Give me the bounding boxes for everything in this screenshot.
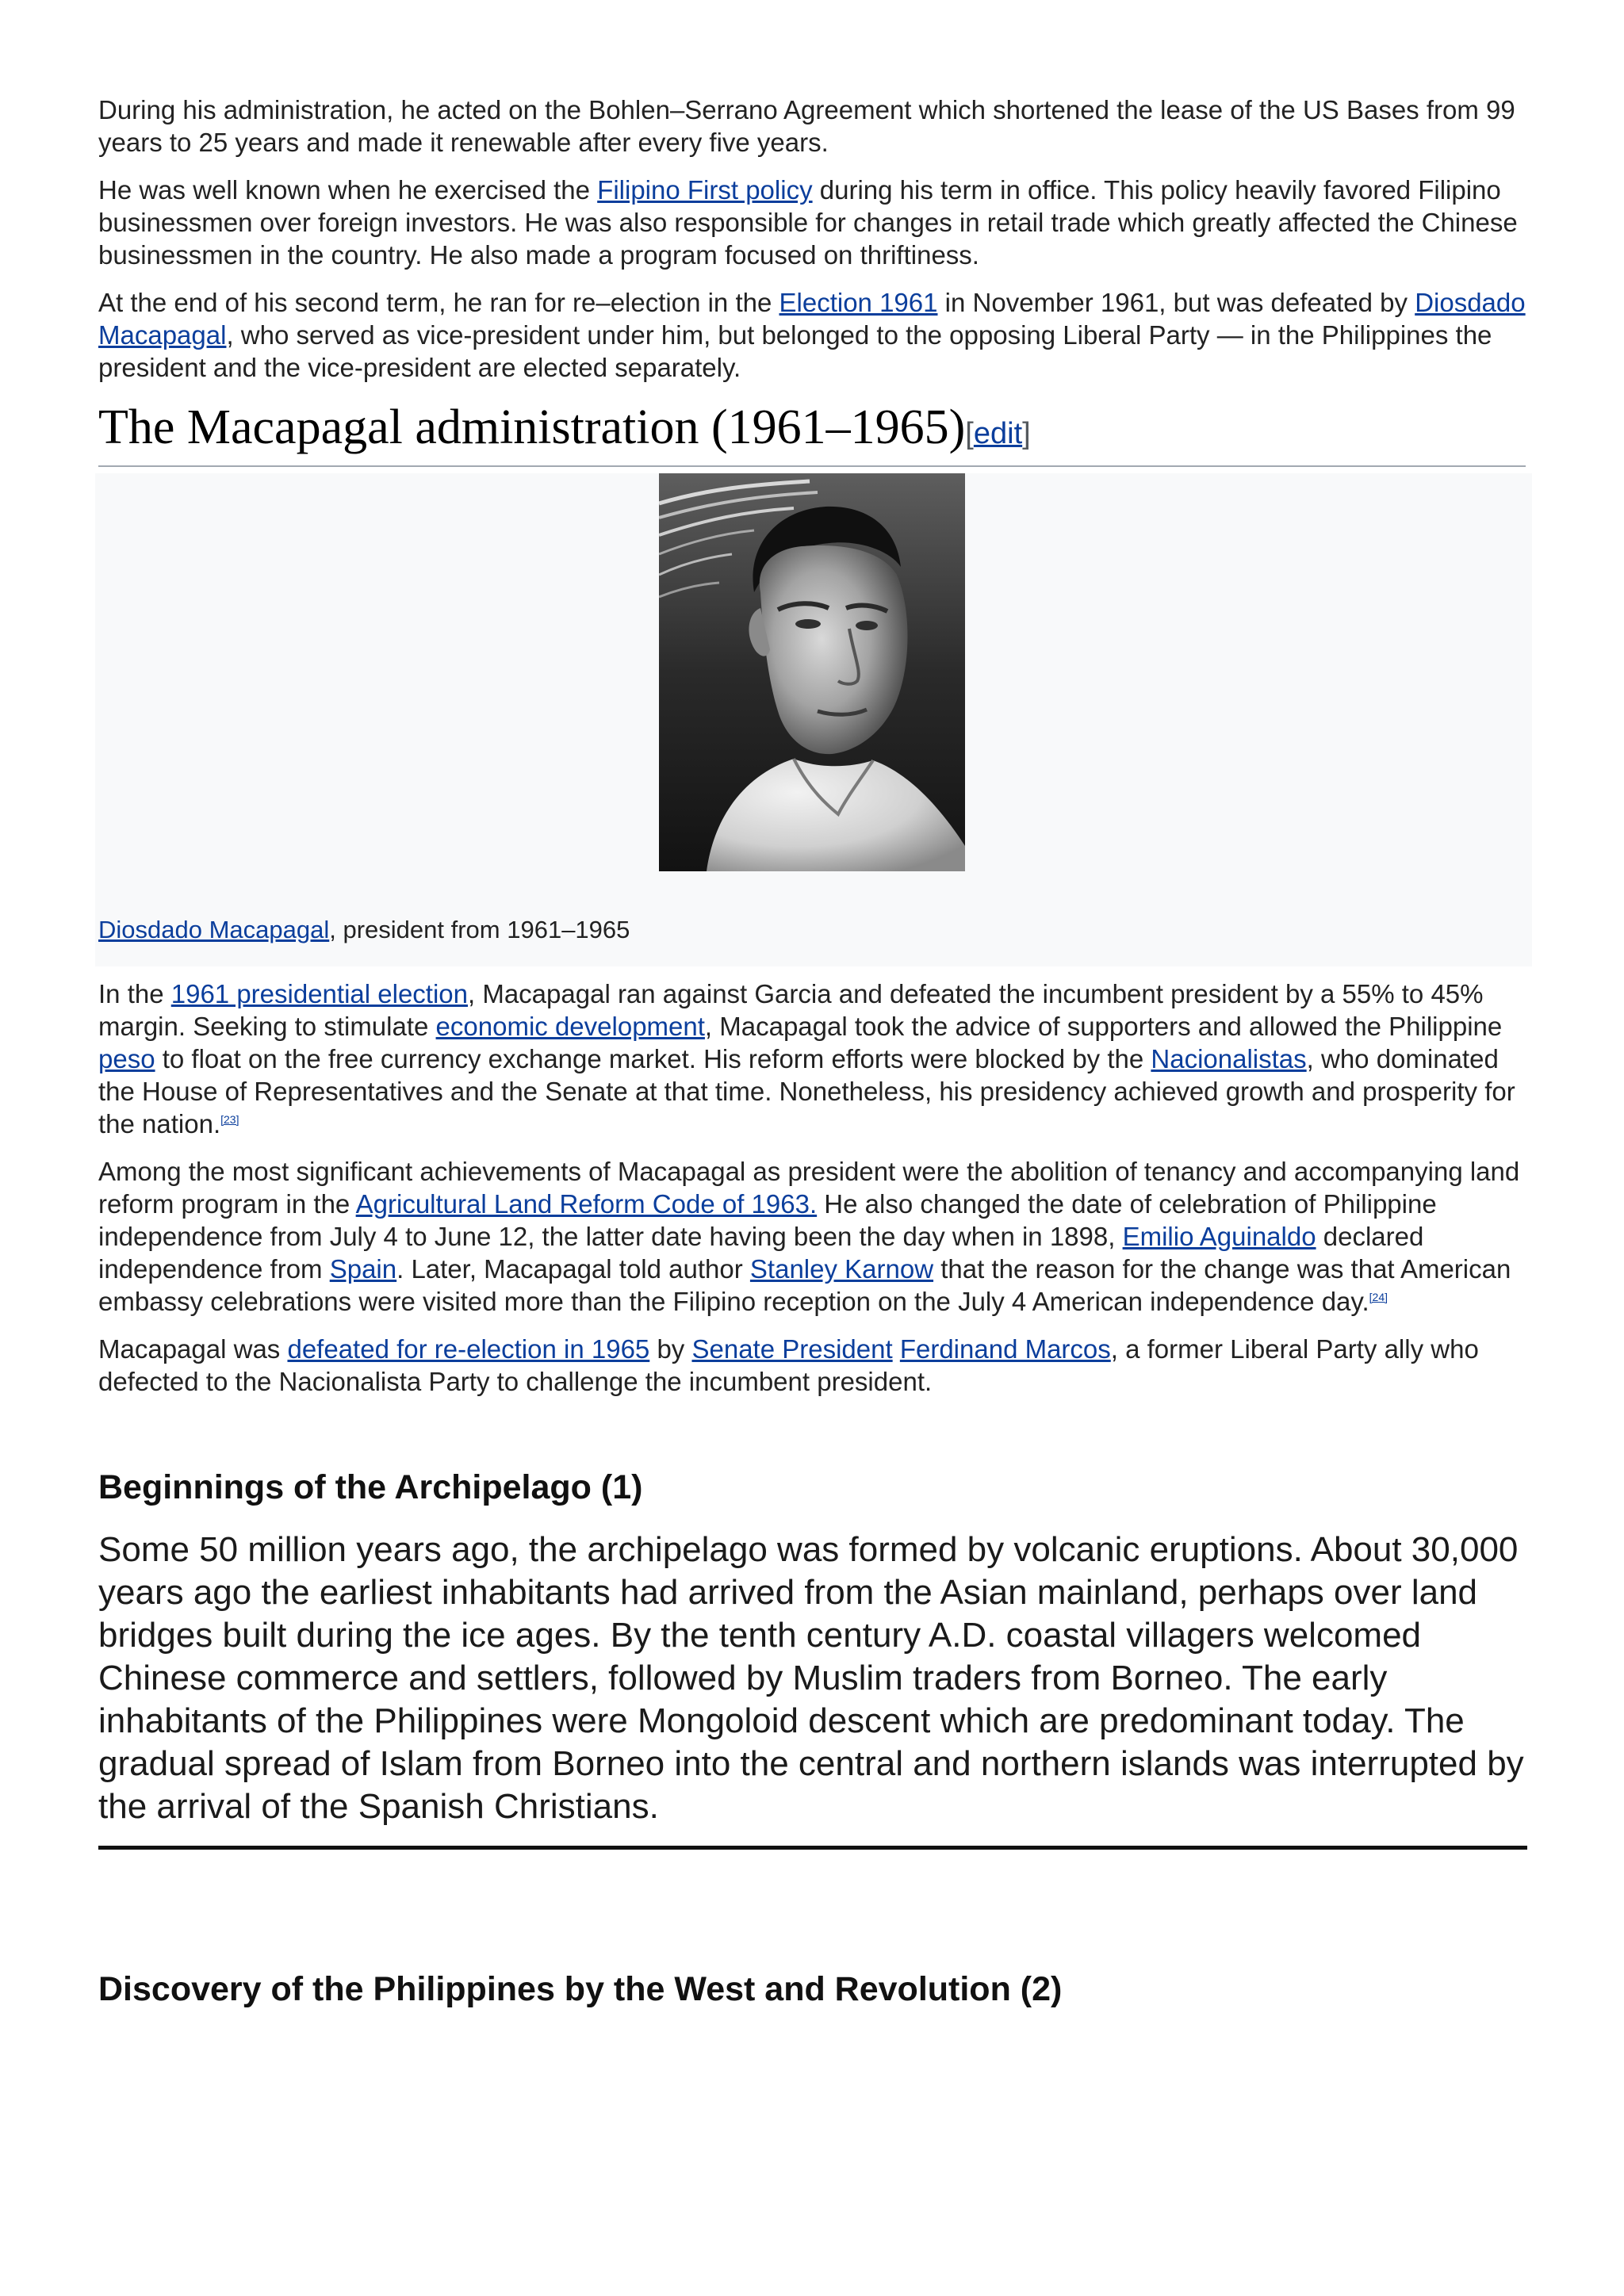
link-1961-presidential-election[interactable]: 1961 presidential election <box>170 979 468 1008</box>
link-filipino-first-policy[interactable]: Filipino First policy <box>597 175 813 205</box>
text-run: , Macapagal ran against Garcia and defeated the incumbent president by a 55% to 45% margin. Seeking to stimulate <box>98 979 1484 1041</box>
spacer <box>98 1828 1526 1846</box>
reference-link-23[interactable]: [23] <box>220 1113 239 1126</box>
paragraph-1961-election <box>98 978 1526 1140</box>
text-run: Macapagal was <box>98 1334 288 1364</box>
edit-bracket-open: [ <box>965 417 974 450</box>
link-diosdado-macapagal[interactable]: Diosdado Macapagal <box>98 288 1526 350</box>
text-run: , who dominated the House of Representatives and the Senate at that time. Nonetheless, his presidency achieved growth and prosperity for the nation. <box>98 1044 1515 1138</box>
spacer <box>98 1413 1526 1467</box>
link-senate-president[interactable]: Senate President <box>691 1334 893 1364</box>
text-run: that the reason for the change was that American embassy celebrations were visited more than the Filipino reception on the July 4 American independence day. <box>98 1254 1511 1316</box>
text-run: . Later, Macapagal told author <box>396 1254 750 1284</box>
paragraph-achievements <box>98 1155 1526 1318</box>
text-run: , who served as vice-president under him, but belonged to the opposing Liberal Party — in the Philippines the president and the vice-president are elected separately. <box>98 320 1492 382</box>
section-title: The Macapagal administration (1961–1965) <box>98 400 966 454</box>
section-heading-macapagal <box>98 399 1526 467</box>
portrait-photo[interactable] <box>659 473 965 871</box>
spacer <box>98 1850 1526 1969</box>
text-run: to float on the free currency exchange market. His reform efforts were blocked by the <box>155 1044 1151 1073</box>
link-stanley-karnow[interactable]: Stanley Karnow <box>749 1254 934 1284</box>
article-page <box>98 94 1526 2010</box>
portrait-image <box>659 473 965 871</box>
text-run: in November 1961, but was defeated by <box>937 288 1415 317</box>
link-emilio-aguinaldo[interactable]: Emilio Aguinaldo <box>1122 1222 1316 1251</box>
thumbnail-figure <box>95 473 1532 966</box>
edit-link[interactable]: edit <box>973 417 1023 450</box>
text-run: At the end of his second term, he ran for re–election in the <box>98 288 779 317</box>
paragraph-reelection <box>98 286 1526 384</box>
text-run: , Macapagal took the advice of supporters and allowed the Philippine <box>704 1012 1503 1041</box>
link-ferdinand-marcos[interactable]: Ferdinand Marcos <box>899 1334 1111 1364</box>
link-nacionalistas[interactable]: Nacionalistas <box>1151 1044 1307 1073</box>
edit-bracket-close: ] <box>1022 417 1031 450</box>
link-defeated-for-reelection-1965[interactable]: defeated for re-election in 1965 <box>287 1334 650 1364</box>
edit-section <box>965 417 1030 450</box>
text-run: He also changed the date of celebration of Philippine independence from July 4 to June 12, the latter date having been the day when in 1898, <box>98 1189 1437 1251</box>
text-run: declared independence from <box>98 1222 1424 1284</box>
heading-discovery-of-philippines: Discovery of the Philippines by the West and Revolution (2) <box>98 1970 1063 2008</box>
link-agricultural-land-reform-code[interactable]: Agricultural Land Reform Code of 1963. <box>355 1189 818 1219</box>
figure-caption <box>98 914 630 946</box>
link-spain[interactable]: Spain <box>329 1254 397 1284</box>
text-run: , a former Liberal Party ally who defected to the Nacionalista Party to challenge the incumbent president. <box>98 1334 1479 1396</box>
text-run: Among the most significant achievements of Macapagal as president were the abolition of tenancy and accompanying land reform program in the <box>98 1157 1520 1219</box>
paragraph-text: During his administration, he acted on the Bohlen–Serrano Agreement which shortened the lease of the US Bases from 99 years to 25 years and made it renewable after every five years. <box>98 95 1515 157</box>
text-run: by <box>649 1334 692 1364</box>
link-election-1961[interactable]: Election 1961 <box>779 288 938 317</box>
spacer <box>98 1508 1526 1529</box>
text-run: In the <box>98 979 171 1008</box>
text-run: He was well known when he exercised the <box>98 175 598 205</box>
heading-beginnings-of-archipelago: Beginnings of the Archipelago (1) <box>98 1468 643 1506</box>
caption-text: , president from 1961–1965 <box>329 916 630 943</box>
reference-23 <box>220 1113 239 1126</box>
link-peso[interactable]: peso <box>98 1044 155 1073</box>
paragraph-bases <box>98 94 1526 159</box>
link-economic-development[interactable]: economic development <box>435 1012 705 1041</box>
reference-24 <box>1369 1291 1388 1303</box>
paragraph-beginnings: Some 50 million years ago, the archipelago was formed by volcanic eruptions. About 30,000 years ago the earliest inhabitants had arrived from the Asian mainland, perhaps over land bridges built during the ice ages. By the tenth century A.D. coastal villagers welcomed Chinese commerce and settlers, followed by Muslim traders from Borneo. The early inhabitants of the Philippines were Mongoloid descent which are predominant today. The gradual spread of Islam from Borneo into the central and northern islands was interrupted by the arrival of the Spanish Christians. <box>98 1530 1524 1826</box>
text-run <box>893 1334 900 1364</box>
paragraph-filipino-first <box>98 174 1526 271</box>
paragraph-defeat-1965 <box>98 1333 1526 1398</box>
caption-link-diosdado-macapagal[interactable]: Diosdado Macapagal <box>98 916 330 943</box>
reference-link-24[interactable]: [24] <box>1369 1291 1388 1303</box>
text-run: during his term in office. This policy heavily favored Filipino businessmen over foreign investors. He was also responsible for changes in retail trade which greatly affected the Chinese businessmen in the country. He also made a program focused on thriftiness. <box>98 175 1518 270</box>
